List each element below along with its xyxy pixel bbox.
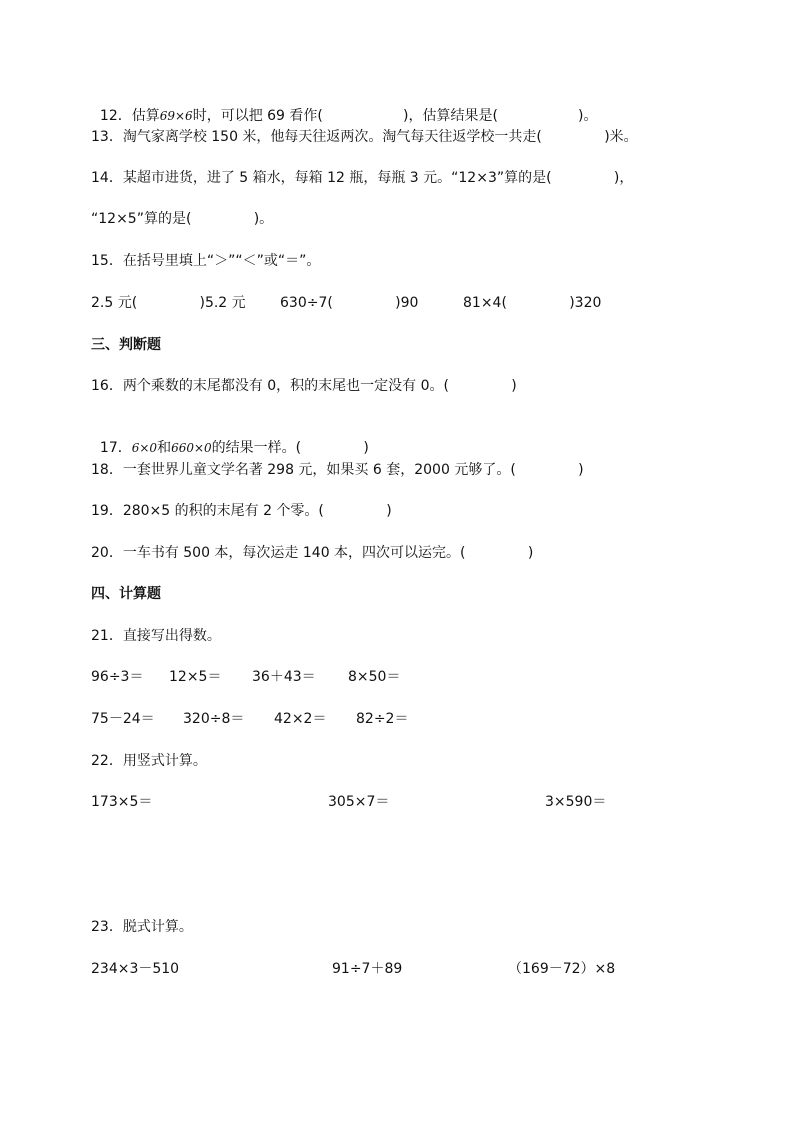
q21-row2-item-3: 42×2＝: [274, 711, 327, 727]
q21-row1-item-2: 12×5＝: [169, 669, 222, 685]
question-17: [91, 418, 369, 458]
q21-row2-item-4: 82÷2＝: [356, 711, 409, 727]
question-22: 22．用竖式计算。: [91, 753, 207, 769]
q12-prefix: 12．估算: [99, 108, 160, 124]
question-21: 21．直接写出得数。: [91, 628, 221, 644]
question-18: 18．一套世界儿童文学名著 298 元，如果买 6 套，2000 元够了。( ): [91, 462, 584, 478]
question-23: 23．脱式计算。: [91, 919, 193, 935]
q17-expression-2: 660×0: [171, 441, 212, 455]
question-19: 19．280×5 的积的末尾有 2 个零。( ): [91, 503, 392, 519]
q23-item-3: （169－72）×8: [508, 961, 616, 977]
question-14-line2: “12×5”算的是( )。: [91, 211, 274, 227]
q21-row1-item-3: 36＋43＝: [252, 669, 316, 685]
question-15: 15．在括号里填上“＞”“＜”或“＝”。: [91, 253, 321, 269]
question-16: 16．两个乘数的末尾都没有 0，积的末尾也一定没有 0。( ): [91, 378, 517, 394]
q15-item-2: 630÷7( )90: [280, 295, 419, 311]
q22-item-3: 3×590＝: [545, 794, 607, 810]
q15-item-1: 2.5 元( )5.2 元: [91, 295, 246, 311]
q22-item-1: 173×5＝: [91, 794, 153, 810]
q12-suffix: 时，可以把 69 看作( )，估算结果是( )。: [192, 108, 598, 124]
q23-item-1: 234×3－510: [91, 961, 180, 977]
q17-suffix: 的结果一样。( ): [211, 440, 369, 456]
q15-item-3: 81×4( )320: [463, 295, 602, 311]
question-20: 20．一车书有 500 本，每次运走 140 本，四次可以运完。( ): [91, 545, 534, 561]
q17-mid: 和: [157, 440, 172, 456]
q17-prefix: 17．: [99, 440, 132, 456]
q17-expression-1: 6×0: [131, 441, 158, 455]
section-4-title: 四、计算题: [91, 586, 161, 602]
q21-row1-item-4: 8×50＝: [348, 669, 401, 685]
q22-item-2: 305×7＝: [328, 794, 390, 810]
section-3-title: 三、判断题: [91, 337, 161, 353]
q21-row2-item-1: 75－24＝: [91, 711, 155, 727]
q21-row2-item-2: 320÷8＝: [183, 711, 245, 727]
question-14-line1: 14．某超市进货，进了 5 箱水，每箱 12 瓶，每瓶 3 元。“12×3”算的是( )，: [91, 170, 634, 186]
q12-expression: 69×6: [159, 109, 193, 123]
question-13: 13．淘气家离学校 150 米，他每天往返两次。淘气每天往返学校一共走( )米。: [91, 129, 638, 145]
q23-item-2: 91÷7＋89: [332, 961, 403, 977]
q21-row1-item-1: 96÷3＝: [91, 669, 144, 685]
question-12: [91, 86, 597, 126]
